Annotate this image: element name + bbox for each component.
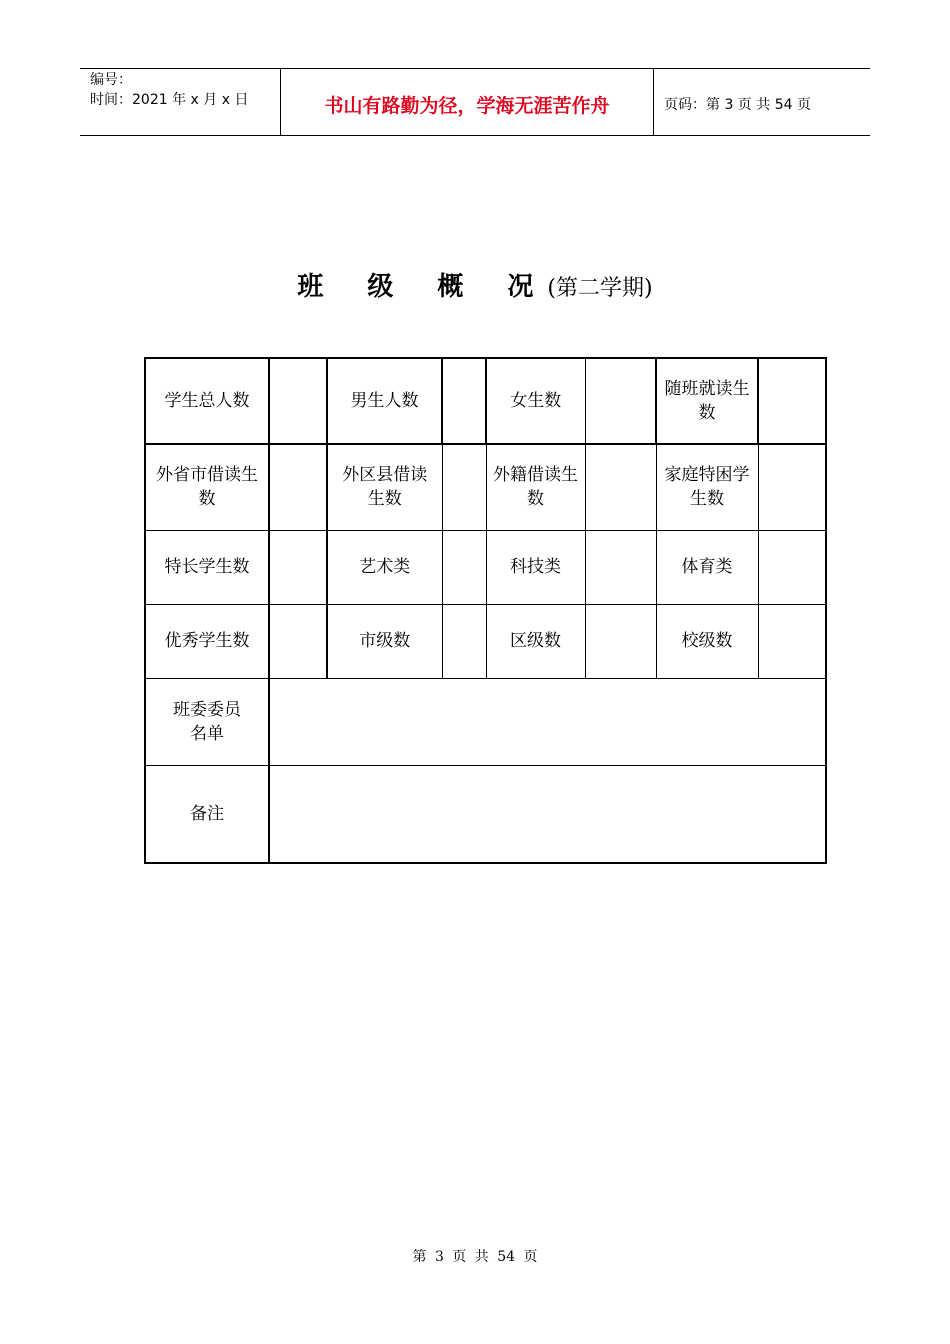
label-city-level: 市级数 bbox=[327, 604, 442, 678]
label-class-committee-line2: 名单 bbox=[190, 723, 224, 744]
value-female-students[interactable] bbox=[585, 358, 656, 444]
label-district-level: 区级数 bbox=[486, 604, 585, 678]
document-date-label: 时间：2021 年 x 月 x 日 bbox=[90, 92, 249, 108]
table-row bbox=[145, 604, 826, 678]
label-foreign-students: 外籍借读生数 bbox=[486, 444, 585, 530]
table-row bbox=[145, 358, 826, 444]
header-meta-cell bbox=[80, 69, 281, 135]
value-male-students[interactable] bbox=[442, 358, 486, 444]
page-header bbox=[80, 68, 870, 136]
value-excellent-students[interactable] bbox=[269, 604, 327, 678]
value-foreign-students[interactable] bbox=[585, 444, 656, 530]
document-code-label: 编号： bbox=[90, 72, 132, 88]
page-title-main: 班级概况 bbox=[297, 272, 578, 302]
label-talented-students: 特长学生数 bbox=[145, 530, 269, 604]
label-sports: 体育类 bbox=[656, 530, 758, 604]
value-total-students[interactable] bbox=[269, 358, 327, 444]
label-arts: 艺术类 bbox=[327, 530, 442, 604]
table-row bbox=[145, 765, 826, 863]
page-footer: 第 3 页 共 54 页 bbox=[412, 1249, 538, 1265]
value-hardship-students[interactable] bbox=[758, 444, 826, 530]
value-city-level[interactable] bbox=[442, 604, 486, 678]
class-overview-table bbox=[144, 357, 827, 864]
table-row bbox=[145, 530, 826, 604]
page-title-sub: (第二学期) bbox=[547, 276, 653, 301]
label-class-committee bbox=[145, 678, 269, 765]
label-hardship-students: 家庭特困学生数 bbox=[656, 444, 758, 530]
header-page-number: 页码：第 3 页 共 54 页 bbox=[664, 97, 811, 113]
value-district-level[interactable] bbox=[585, 604, 656, 678]
value-notes[interactable] bbox=[269, 765, 826, 863]
value-out-of-city-students[interactable] bbox=[269, 444, 327, 530]
value-science-tech[interactable] bbox=[585, 530, 656, 604]
label-excellent-students: 优秀学生数 bbox=[145, 604, 269, 678]
label-class-committee-line1: 班委委员 bbox=[173, 699, 241, 720]
header-motto: 书山有路勤为径，学海无涯苦作舟 bbox=[324, 95, 610, 117]
label-total-students: 学生总人数 bbox=[145, 358, 269, 444]
label-out-of-city-students: 外省市借读生数 bbox=[145, 444, 269, 530]
value-sports[interactable] bbox=[758, 530, 826, 604]
value-out-of-district-students[interactable] bbox=[442, 444, 486, 530]
label-school-level: 校级数 bbox=[656, 604, 758, 678]
label-female-students: 女生数 bbox=[486, 358, 585, 444]
label-notes: 备注 bbox=[145, 765, 269, 863]
label-out-of-district-students: 外区县借读生数 bbox=[327, 444, 442, 530]
value-talented-students[interactable] bbox=[269, 530, 327, 604]
value-school-level[interactable] bbox=[758, 604, 826, 678]
table-row bbox=[145, 678, 826, 765]
value-inclusive-students[interactable] bbox=[758, 358, 826, 444]
value-arts[interactable] bbox=[442, 530, 486, 604]
value-class-committee[interactable] bbox=[269, 678, 826, 765]
label-science-tech: 科技类 bbox=[486, 530, 585, 604]
header-page-cell bbox=[654, 69, 870, 135]
page-title bbox=[0, 266, 950, 303]
table-row bbox=[145, 444, 826, 530]
header-motto-cell bbox=[281, 69, 654, 135]
label-male-students: 男生人数 bbox=[327, 358, 442, 444]
label-inclusive-students: 随班就读生数 bbox=[656, 358, 758, 444]
